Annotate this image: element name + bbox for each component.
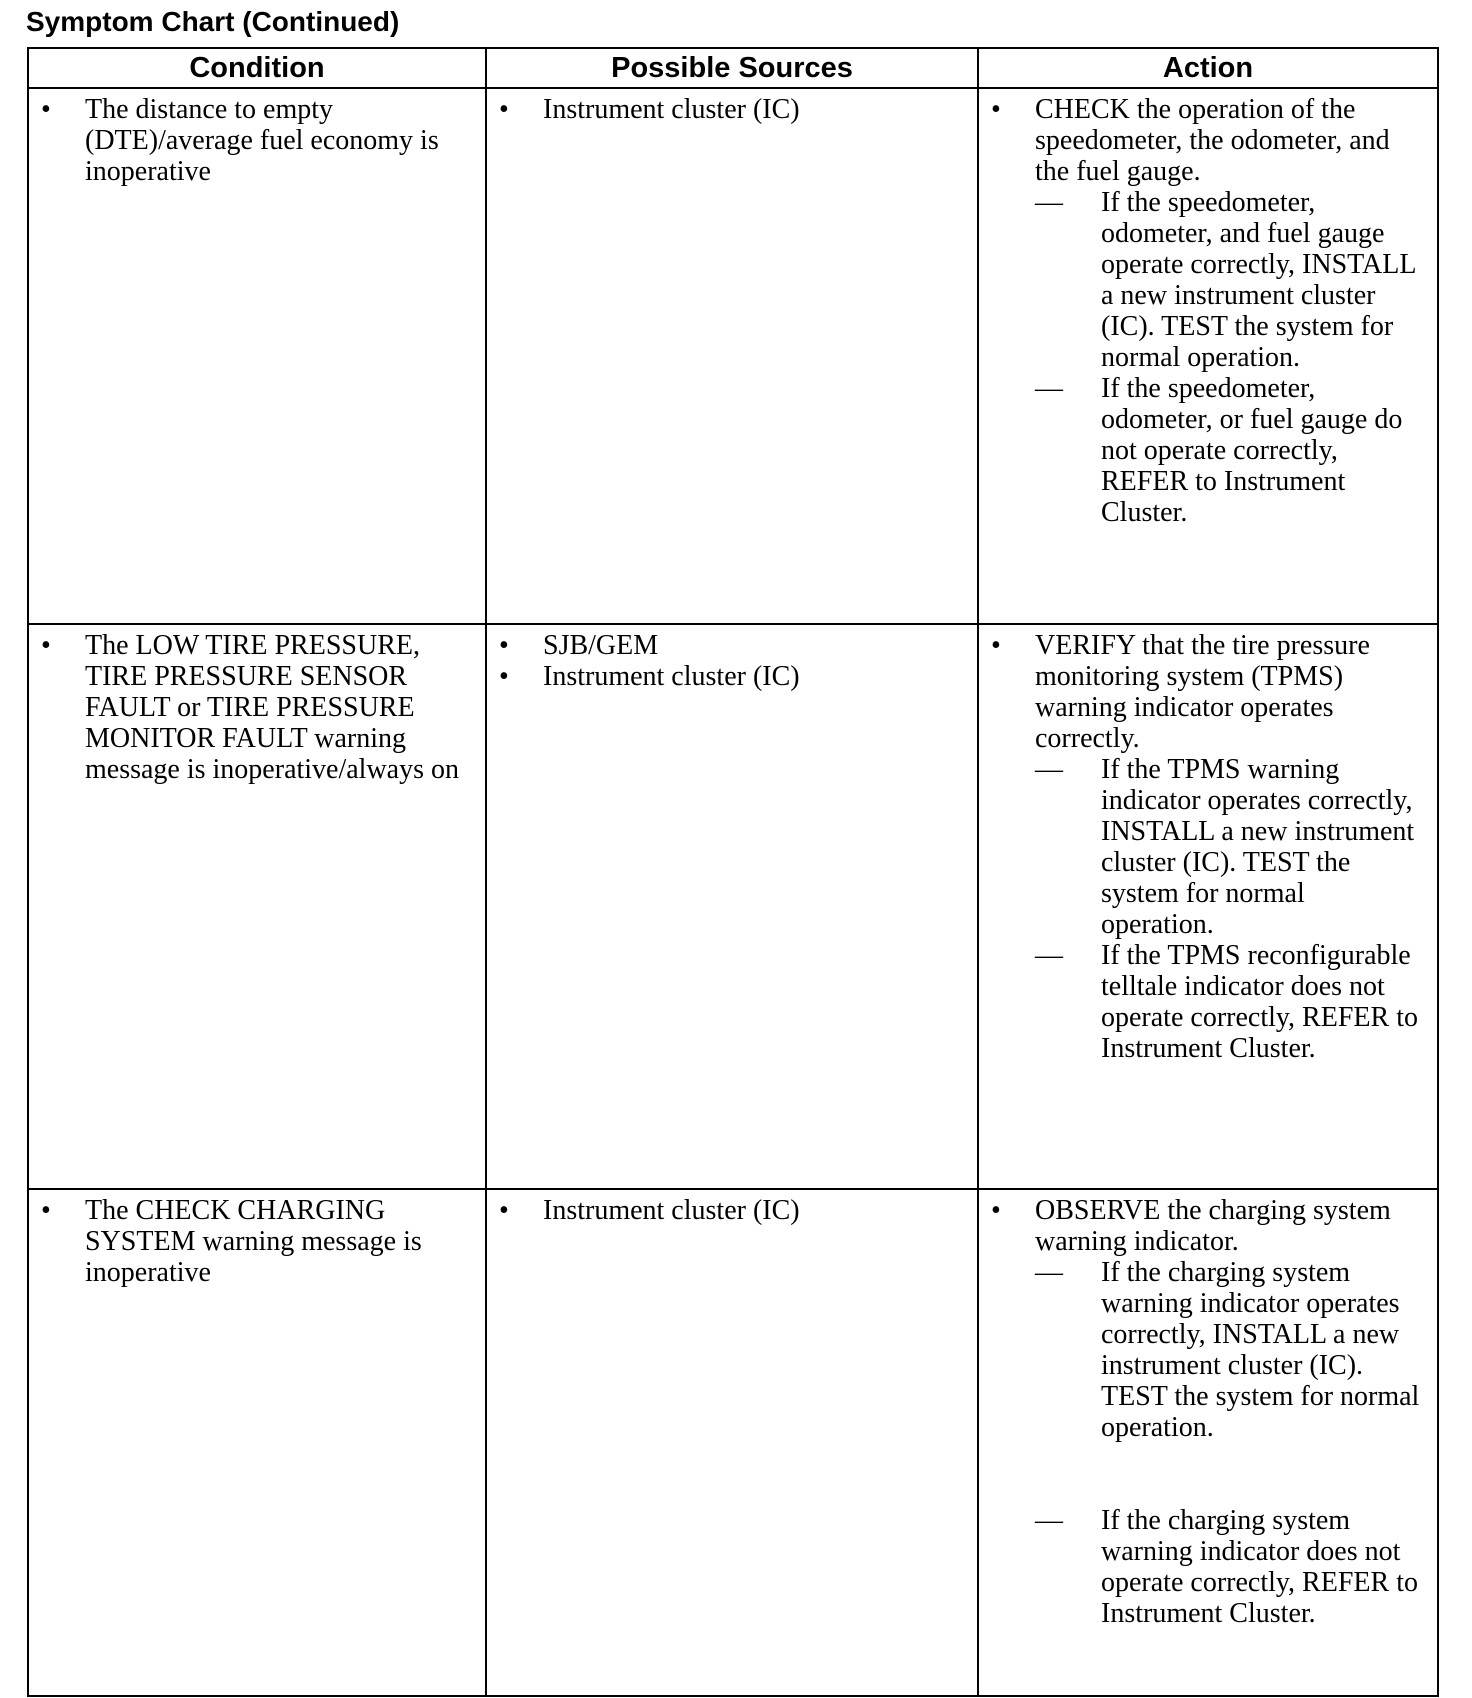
- condition-cell: [28, 1189, 486, 1696]
- table-header-row: [28, 48, 1438, 88]
- action-step: — If the charging system warning indicator operates correctly, INSTALL a new instrument cluster (IC). TEST the system for normal operation.: [1035, 1257, 1423, 1443]
- page-title: Symptom Chart (Continued): [26, 6, 400, 37]
- header-condition: Condition: [28, 48, 486, 88]
- action-step: — If the speedometer, odometer, or fuel gauge do not operate correctly, REFER to Instrument Cluster.: [1035, 373, 1423, 528]
- condition-text: • The CHECK CHARGING SYSTEM warning message is inoperative: [29, 1195, 485, 1288]
- header-action: Action: [978, 48, 1438, 88]
- sources-cell: [486, 624, 978, 1189]
- table-row: [28, 88, 1438, 624]
- source-item: • Instrument cluster (IC): [487, 94, 977, 125]
- condition-text: • The LOW TIRE PRESSURE, TIRE PRESSURE SENSOR FAULT or TIRE PRESSURE MONITOR FAULT warning message is inoperative/always on: [29, 630, 485, 785]
- table-row: [28, 1189, 1438, 1696]
- condition-text: • The distance to empty (DTE)/average fuel economy is inoperative: [29, 94, 485, 187]
- condition-cell: [28, 88, 486, 624]
- source-item: • Instrument cluster (IC): [487, 1195, 977, 1226]
- action-text: VERIFY that the tire pressure monitoring system (TPMS) warning indicator operates correctly.: [1035, 630, 1370, 754]
- action-text: CHECK the operation of the speedometer, the odometer, and the fuel gauge.: [1035, 94, 1390, 187]
- source-item: • Instrument cluster (IC): [487, 661, 977, 692]
- action-step: — If the TPMS reconfigurable telltale indicator does not operate correctly, REFER to Instrument Cluster.: [1035, 940, 1423, 1064]
- condition-cell: [28, 624, 486, 1189]
- table-row: [28, 624, 1438, 1189]
- action-step: — If the speedometer, odometer, and fuel gauge operate correctly, INSTALL a new instrument cluster (IC). TEST the system for normal operation.: [1035, 187, 1423, 373]
- action-text: OBSERVE the charging system warning indicator.: [1035, 1195, 1391, 1257]
- sources-cell: [486, 88, 978, 624]
- action-item: [979, 94, 1437, 528]
- source-item: • SJB/GEM: [487, 630, 977, 661]
- action-cell: [978, 1189, 1438, 1696]
- action-item: [979, 630, 1437, 1064]
- action-item: [979, 1195, 1437, 1629]
- action-step: — If the TPMS warning indicator operates correctly, INSTALL a new instrument cluster (IC). TEST the system for normal operation.: [1035, 754, 1423, 940]
- action-step: — If the charging system warning indicator does not operate correctly, REFER to Instrument Cluster.: [1035, 1505, 1423, 1629]
- header-possible-sources: Possible Sources: [486, 48, 978, 88]
- action-cell: [978, 624, 1438, 1189]
- symptom-chart-table: [27, 47, 1439, 1697]
- sources-cell: [486, 1189, 978, 1696]
- action-cell: [978, 88, 1438, 624]
